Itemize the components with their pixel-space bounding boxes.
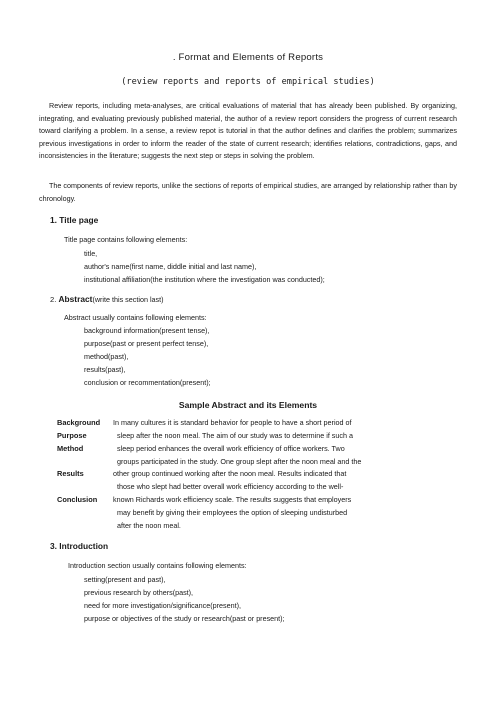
label-background: Background (57, 418, 101, 427)
label-conclusion: Conclusion (57, 495, 98, 504)
section2-intro: Abstract usually contains following elements: (64, 313, 207, 322)
section2-item: purpose(past or present perfect tense), (84, 339, 209, 348)
abstract-line: In many cultures it is standard behavior for people to have a short period of (113, 418, 352, 427)
label-purpose: Purpose (57, 431, 87, 440)
label-method: Method (57, 444, 84, 453)
section2-number: 2. (50, 295, 59, 304)
section2-item: method(past), (84, 352, 129, 361)
section2-item: conclusion or recommentation(present); (84, 378, 211, 387)
page-subtitle: (review reports and reports of empirical studies) (121, 77, 375, 87)
abstract-line: sleep after the noon meal. The aim of our study was to determine if such a (117, 431, 353, 440)
section1-item: title, (84, 249, 98, 258)
section-abstract-heading (50, 294, 164, 304)
abstract-line: other group continued working after the noon meal. Results indicated that (113, 469, 347, 478)
abstract-line: after the noon meal. (117, 521, 181, 530)
section-title-page-heading: 1. Title page (50, 215, 99, 225)
section2-heading-text: Abstract (58, 294, 93, 304)
section1-item: institutional affiliation(the institution where the investigation was conducted); (84, 275, 325, 284)
section2-item: background information(present tense), (84, 326, 210, 335)
section3-intro: Introduction section usually contains following elements: (68, 561, 247, 570)
abstract-line: may benefit by giving their employees the option of sleeping undisturbed (117, 508, 348, 517)
sample-abstract-title: Sample Abstract and its Elements (178, 400, 318, 410)
components-paragraph-text: The components of review reports, unlike the sections of reports of empirical studies, are arranged by relationship rather than by chronology. (39, 181, 457, 203)
label-results: Results (57, 469, 84, 478)
intro-paragraph-text: Review reports, including meta-analyses, are critical evaluations of material that has already been published. By organizing, integrating, and evaluating previously published material, the author of a review report considers the progress of current research toward clarifying a problem. In a sense, a review repot is tutorial in that the author defines and clarifies the problem; summarizes previous investigations in order to inform the reader of the state of current research; identifies relations, contradictions, gaps, and inconsistencies in the literature; suggests the next step or steps in solving the problem. (39, 101, 457, 161)
section3-item: setting(present and past), (84, 575, 166, 584)
intro-paragraph (39, 100, 457, 163)
page-title: . Format and Elements of Reports (172, 52, 324, 63)
section-introduction-heading: 3. Introduction (50, 541, 109, 551)
section1-intro: Title page contains following elements: (64, 235, 188, 244)
components-paragraph (39, 180, 457, 205)
section2-note: (write this section last) (92, 295, 164, 304)
section1-item: author's name(first name, diddle initial and last name), (84, 262, 257, 271)
section3-item: need for more investigation/significance(present), (84, 601, 242, 610)
abstract-line: known Richards work efficiency scale. The results suggests that employers (113, 495, 352, 504)
abstract-line: sleep period enhances the overall work efficiency of office workers. Two (117, 444, 345, 453)
abstract-line: those who slept had better overall work efficiency according to the well- (117, 482, 344, 491)
section3-item: purpose or objectives of the study or research(past or present); (84, 614, 285, 623)
section3-item: previous research by others(past), (84, 588, 194, 597)
section2-item: results(past), (84, 365, 126, 374)
abstract-line: groups participated in the study. One group slept after the noon meal and the (117, 457, 362, 466)
